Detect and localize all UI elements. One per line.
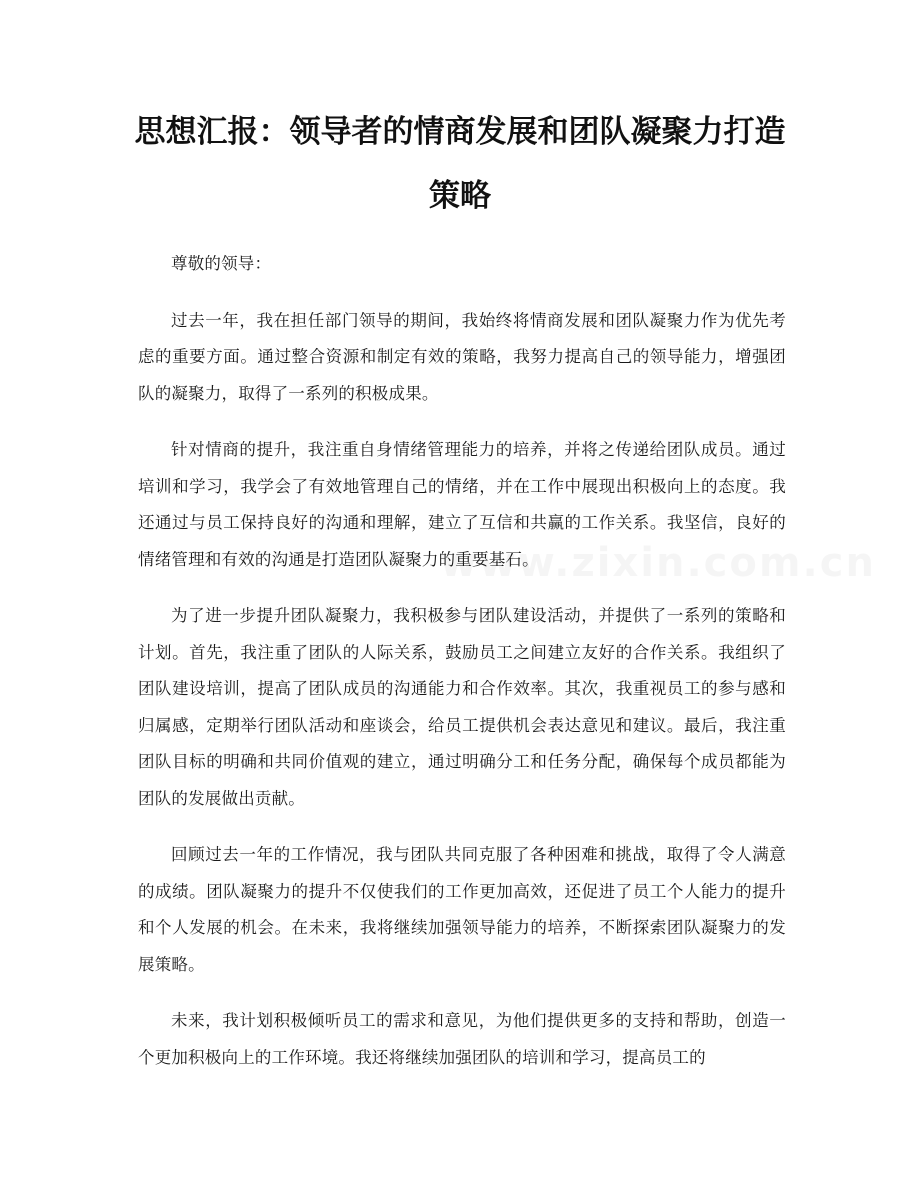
salutation: 尊敬的领导： bbox=[171, 254, 272, 273]
document-body bbox=[138, 246, 786, 1096]
paragraph: 过去一年，我在担任部门领导的期间，我始终将情商发展和团队凝聚力作为优先考虑的重要方面。通过整合资源和制定有效的策略，我努力提高自己的领导能力，增强团队的凝聚力，取得了一系列的积极成果。 bbox=[138, 310, 786, 403]
paragraph: 针对情商的提升，我注重自身情绪管理能力的培养，并将之传递给团队成员。通过培训和学习，我学会了有效地管理自己的情绪，并在工作中展现出积极向上的态度。我还通过与员工保持良好的沟通和理解，建立了互信和共赢的工作关系。我坚信，良好的情绪管理和有效的沟通是打造团队凝聚力的重要基石。 bbox=[138, 440, 786, 569]
paragraph: 为了进一步提升团队凝聚力，我积极参与团队建设活动，并提供了一系列的策略和计划。首先，我注重了团队的人际关系，鼓励员工之间建立友好的合作关系。我组织了团队建设培训，提高了团队成员的沟通能力和合作效率。其次，我重视员工的参与感和归属感，定期举行团队活动和座谈会，给员工提供机会表达意见和建议。最后，我注重团队目标的明确和共同价值观的建立，通过明确分工和任务分配，确保每个成员都能为团队的发展做出贡献。 bbox=[138, 606, 786, 808]
document-title: 思想汇报：领导者的情商发展和团队凝聚力打造策略 bbox=[134, 114, 786, 214]
paragraph: 未来，我计划积极倾听员工的需求和意见，为他们提供更多的支持和帮助，创造一个更加积极向上的工作环境。我还将继续加强团队的培训和学习，提高员工的 bbox=[138, 1011, 786, 1067]
paragraph: 回顾过去一年的工作情况，我与团队共同克服了各种困难和挑战，取得了令人满意的成绩。团队凝聚力的提升不仅使我们的工作更加高效，还促进了员工个人能力的提升和个人发展的机会。在未来，我将继续加强领导能力的培养，不断探索团队凝聚力的发展策略。 bbox=[138, 845, 786, 974]
